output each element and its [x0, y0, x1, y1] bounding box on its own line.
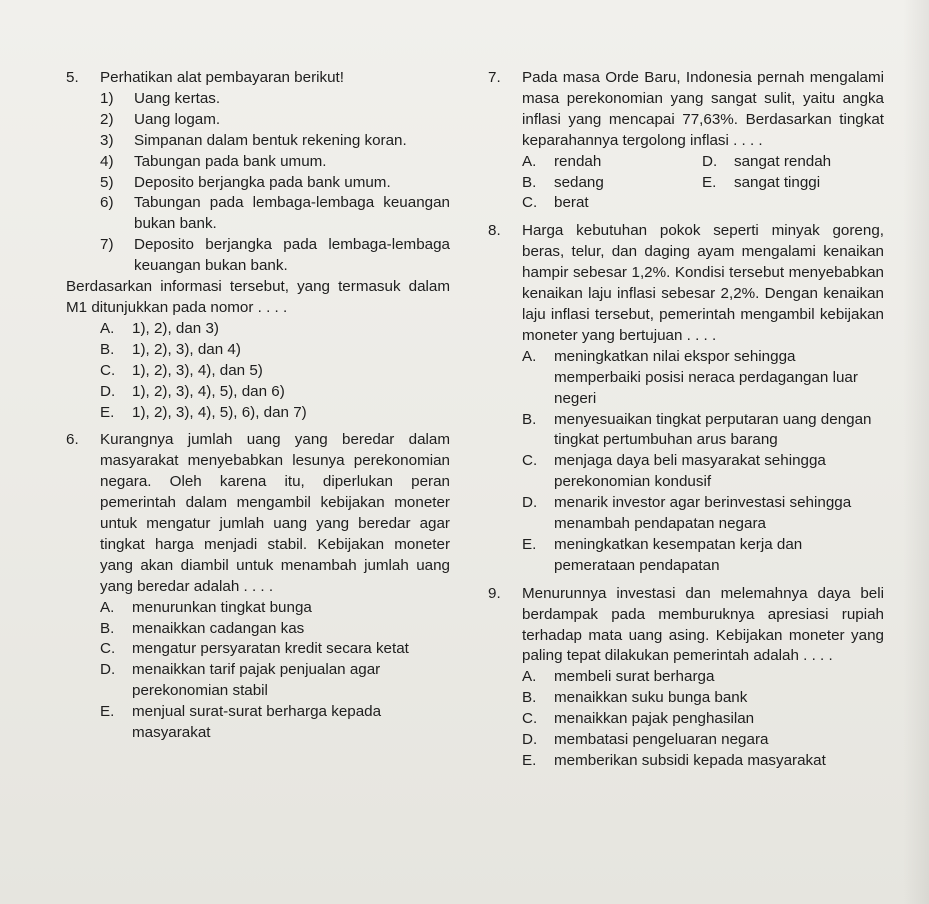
list-item: 6) Tabungan pada lembaga-lembaga keuangan bukan bank. [100, 194, 450, 233]
answer-option[interactable]: C. mengatur persyaratan kredit secara ketat [100, 640, 409, 658]
question-number: 9. [488, 584, 501, 602]
question-number: 5. [66, 69, 79, 86]
answer-option[interactable]: C. 1), 2), 3), 4), dan 5) [100, 361, 263, 379]
list-item: 7) Deposito berjangka pada lembaga-lembaga keuangan bukan bank. [100, 236, 450, 275]
answer-option[interactable]: C. menaikkan pajak penghasilan [522, 710, 755, 728]
answer-option[interactable]: B. sedang [522, 173, 604, 191]
question-number: 8. [488, 222, 501, 240]
question-8 [488, 221, 884, 576]
list-item: 4) Tabungan pada bank umum. [100, 152, 327, 170]
question-5 [66, 68, 450, 423]
answer-option[interactable]: E. meningkatkan kesempatan kerja dan pemerataan pendapatan [522, 535, 803, 574]
answer-option[interactable]: E. sangat tinggi [702, 173, 821, 191]
question-6 [66, 430, 450, 744]
page-edge-shadow [903, 0, 929, 904]
question-stem: Berdasarkan informasi tersebut, yang termasuk dalam M1 ditunjukkan pada nomor . . . . [66, 278, 450, 316]
answer-option[interactable]: B. menaikkan suku bunga bank [522, 689, 748, 707]
list-item: 3) Simpanan dalam bentuk rekening koran. [100, 131, 407, 149]
answer-option[interactable]: A. meningkatkan nilai ekspor sehingga memperbaiki posisi neraca perdagangan luar negeri [522, 347, 858, 407]
answer-option[interactable]: D. sangat rendah [702, 152, 832, 170]
answer-option[interactable]: B. 1), 2), 3), dan 4) [100, 340, 241, 358]
list-item: 1) Uang kertas. [100, 89, 221, 107]
answer-option[interactable]: A. menurunkan tingkat bunga [100, 598, 312, 616]
answer-option[interactable]: C. menjaga daya beli masyarakat sehingga perekonomian kondusif [522, 452, 826, 491]
question-text: Perhatikan alat pembayaran berikut! [100, 69, 344, 86]
answer-option[interactable]: D. menaikkan tarif pajak penjualan agar perekonomian stabil [100, 661, 381, 700]
answer-option[interactable]: A. rendah [522, 152, 602, 170]
left-column [66, 68, 450, 744]
question-text: Pada masa Orde Baru, Indonesia pernah mengalami masa perekonomian yang sangat sulit, yaitu angka inflasi yang mencapai 77,63%. Berdasarkan tingkat keparahannya tergolong inflasi . . . . [522, 69, 884, 149]
answer-option[interactable]: E. memberikan subsidi kepada masyarakat [522, 752, 826, 769]
answer-option[interactable]: A. membeli surat berharga [522, 668, 715, 686]
answer-option[interactable]: B. menyesuaikan tingkat perputaran uang dengan tingkat pertumbuhan arus barang [522, 410, 872, 449]
answer-option[interactable]: A. 1), 2), dan 3) [100, 319, 219, 337]
list-item: 5) Deposito berjangka pada bank umum. [100, 173, 391, 191]
question-text: Harga kebutuhan pokok seperti minyak goreng, beras, telur, dan daging ayam mengalami kenaikan hampir sebesar 1,2%. Kondisi tersebut menyebabkan kenaikan laju inflasi sebesar 2,2%. Dengan kenaikan laju inflasi tersebut, pemerintah mengambil kebijakan moneter yang bertujuan . . . . [522, 222, 884, 344]
answer-option[interactable]: C. berat [522, 194, 589, 212]
question-9 [488, 584, 884, 772]
answer-option[interactable]: D. 1), 2), 3), 4), 5), dan 6) [100, 382, 285, 400]
answer-option[interactable]: E. menjual surat-surat berharga kepada masyarakat [100, 703, 382, 742]
answer-option[interactable]: D. menarik investor agar berinvestasi sehingga menambah pendapatan negara [522, 494, 852, 533]
list-item: 2) Uang logam. [100, 110, 221, 128]
answer-option[interactable]: B. menaikkan cadangan kas [100, 619, 305, 637]
right-column [488, 68, 884, 772]
question-text: Menurunnya investasi dan melemahnya daya beli berdampak pada memburuknya apresiasi rupiah terhadap mata uang asing. Kebijakan moneter yang paling tepat dilakukan pemerintah adalah . . . . [522, 584, 884, 665]
question-text: Kurangnya jumlah uang yang beredar dalam masyarakat menyebabkan lesunya perekonomian negara. Oleh karena itu, diperlukan peran pemerintah dalam mengambil kebijakan moneter untuk mengatur jumlah uang yang beredar agar tingkat harga menjadi stabil. Kebijakan moneter yang akan diambil untuk menambah jumlah uang yang beredar adalah . . . . [100, 431, 450, 595]
answer-option[interactable]: E. 1), 2), 3), 4), 5), 6), dan 7) [100, 403, 307, 421]
question-7 [488, 68, 884, 214]
question-number: 7. [488, 69, 501, 86]
answer-option[interactable]: D. membatasi pengeluaran negara [522, 731, 769, 749]
question-number: 6. [66, 431, 79, 449]
